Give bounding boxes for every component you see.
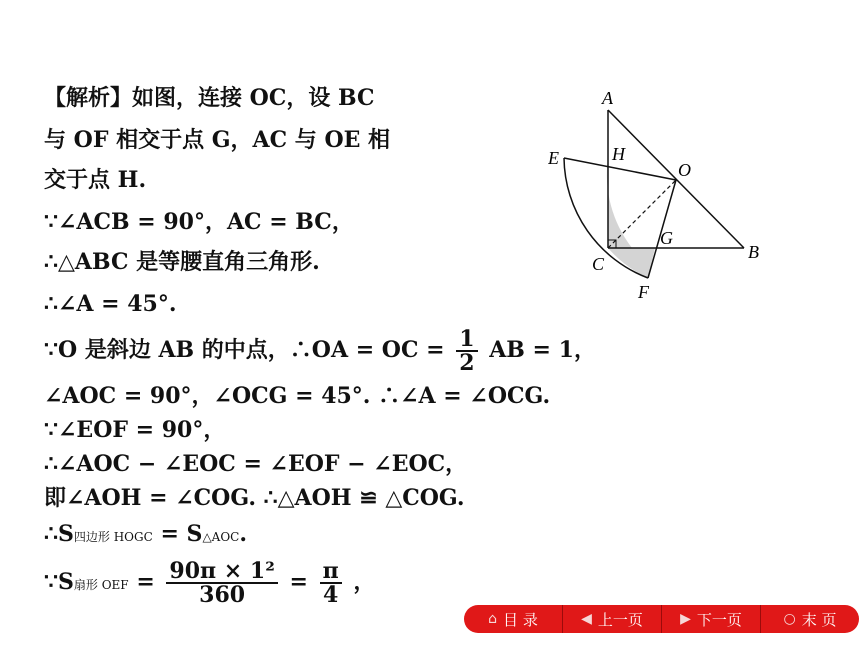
- text-line-2: 与 OF 相交于点 G，AC 与 OE 相: [44, 127, 391, 153]
- sector-s: ∵S: [44, 569, 74, 595]
- geometry-figure: [548, 88, 778, 308]
- label-c: C: [592, 254, 605, 274]
- text-line-12: [44, 520, 247, 551]
- label-o: O: [678, 160, 691, 180]
- text-line-6: ∴∠A = 45°.: [44, 291, 177, 317]
- text-line-3: 交于点 H.: [44, 167, 147, 193]
- text-line-4: ∵∠ACB = 90°，AC = BC，: [44, 209, 354, 235]
- midpoint-text-end: AB = 1，: [489, 337, 596, 363]
- area-eq: = S: [160, 521, 203, 547]
- text-line-5: ∴△ABC 是等腰直角三角形.: [44, 249, 320, 275]
- label-f: F: [638, 282, 649, 302]
- sector-eq2: =: [289, 569, 308, 595]
- shaded-region-bottom: [608, 248, 655, 278]
- label-e: E: [548, 148, 559, 168]
- fraction-half: [456, 328, 477, 374]
- right-arrow-icon: ▶: [680, 611, 691, 627]
- fraction-sector: [166, 560, 277, 606]
- text-line-7: [44, 328, 596, 374]
- frac-pi-num: π: [320, 560, 342, 584]
- sector-comma: ，: [353, 569, 376, 595]
- nav-prev-label: 上一页: [597, 610, 643, 629]
- text-line-8: ∠AOC = 90°，∠OCG = 45°. ∴∠A = ∠OCG.: [44, 383, 551, 409]
- nav-end-label: 末 页: [801, 610, 837, 629]
- frac-pi-den: 4: [323, 582, 339, 608]
- text-line-11: 即∠AOH = ∠COG. ∴△AOH ≌ △COG.: [44, 485, 465, 511]
- label-g: G: [660, 228, 673, 248]
- text-line-10: ∴∠AOC − ∠EOC = ∠EOF − ∠EOC，: [44, 451, 468, 477]
- home-icon: ⌂: [488, 611, 498, 627]
- label-a: A: [602, 88, 613, 108]
- fraction-pi-quarter: [320, 560, 342, 606]
- text-line-9: ∵∠EOF = 90°，: [44, 417, 226, 443]
- sub-triangle: △AOC: [202, 530, 240, 544]
- text-line-13: [44, 560, 375, 606]
- nav-home-label: 目 录: [503, 610, 538, 629]
- text-line-1: 【解析】如图，连接 OC，设 BC: [44, 85, 375, 111]
- nav-prev-button[interactable]: [563, 605, 662, 633]
- frac-half-num: 1: [456, 328, 477, 352]
- area-s: ∴S: [44, 521, 74, 547]
- nav-bar: [464, 605, 859, 633]
- circle-icon: ○: [783, 611, 796, 627]
- sub-quadrilateral: 四边形 HOGC: [73, 530, 153, 544]
- midpoint-text: ∵O 是斜边 AB 的中点，∴OA = OC =: [44, 337, 445, 363]
- label-h: H: [612, 144, 625, 164]
- nav-next-button[interactable]: [662, 605, 761, 633]
- frac-sector-num: 90π × 1²: [166, 560, 277, 584]
- nav-end-button[interactable]: [761, 605, 859, 633]
- sector-eq: =: [136, 569, 155, 595]
- nav-home-button[interactable]: [464, 605, 563, 633]
- frac-sector-den: 360: [199, 582, 246, 608]
- label-b: B: [748, 242, 759, 262]
- left-arrow-icon: ◀: [581, 611, 592, 627]
- area-period: .: [239, 521, 248, 547]
- sub-sector: 扇形 OEF: [73, 578, 129, 592]
- nav-next-label: 下一页: [696, 610, 742, 629]
- frac-half-den: 2: [459, 350, 475, 376]
- shaded-region-left: [607, 158, 632, 248]
